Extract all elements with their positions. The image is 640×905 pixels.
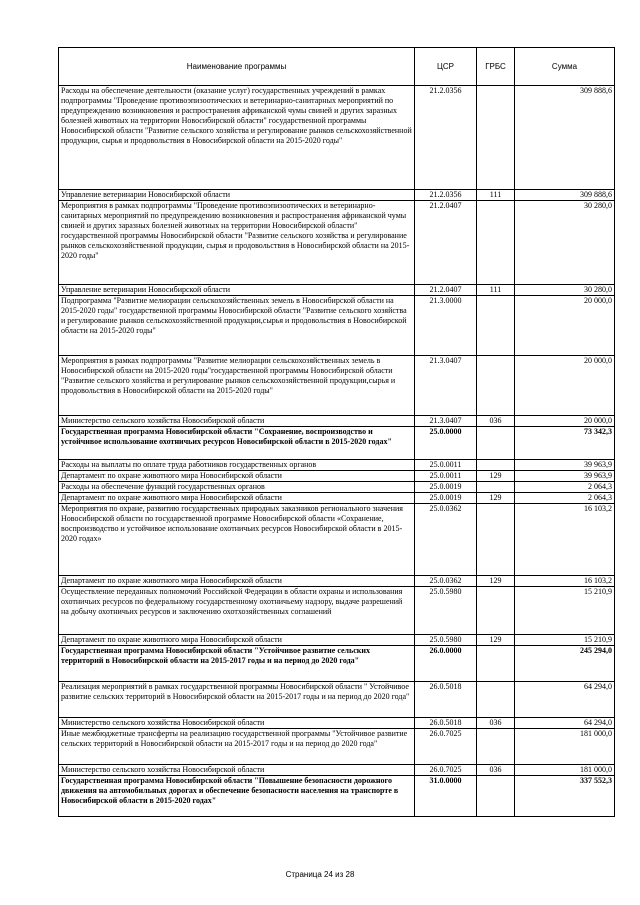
table-row xyxy=(59,190,615,201)
row-csr-cell: 26.0.7025 xyxy=(415,765,477,776)
row-name-cell: Реализация мероприятий в рамках государственной программы Новосибирской области " Устойчивое развитие сельских территорий в Новосибирской области на 2015-2017 годы и на период до 2020 года" xyxy=(59,682,415,718)
table-row xyxy=(59,86,615,190)
row-grbs-cell: 129 xyxy=(477,576,515,587)
row-name-cell: Мероприятия в рамках подпрограммы "Развитие мелиорации сельскохозяйственных земель в Новосибирской области на 2015-2020 годы"государственной программы Новосибирской области "Развитие сельского хозяйства и регулирование рынков сельскохозяйственной продукции,сырья и продовольствия в Новосибирской области на 2015-2020 годы" xyxy=(59,356,415,416)
header-name: Наименование программы xyxy=(59,48,415,86)
row-grbs-cell xyxy=(477,201,515,285)
table-row xyxy=(59,427,615,460)
row-csr-cell: 21.2.0407 xyxy=(415,285,477,296)
row-sum-cell: 39 963,9 xyxy=(515,471,615,482)
row-csr-cell: 25.0.5980 xyxy=(415,587,477,635)
row-grbs-cell: 036 xyxy=(477,416,515,427)
row-csr-cell: 25.0.0362 xyxy=(415,576,477,587)
row-name-cell: Управление ветеринарии Новосибирской области xyxy=(59,190,415,201)
table-row xyxy=(59,356,615,416)
table-row xyxy=(59,201,615,285)
table-row xyxy=(59,729,615,765)
table-row xyxy=(59,471,615,482)
row-sum-cell: 181 000,0 xyxy=(515,729,615,765)
header-sum: Сумма xyxy=(515,48,615,86)
table-row xyxy=(59,493,615,504)
table-row xyxy=(59,416,615,427)
row-csr-cell: 21.3.0407 xyxy=(415,416,477,427)
row-grbs-cell xyxy=(477,482,515,493)
row-sum-cell: 181 000,0 xyxy=(515,765,615,776)
row-csr-cell: 21.3.0000 xyxy=(415,296,477,356)
row-name-cell: Подпрограмма "Развитие мелиорации сельскохозяйственных земель в Новосибирской области на 2015-2020 годы" государственной программы Новосибирской области "Развитие сельского хозяйства и регулирование рынков сельскохозяйственной продукции,сырья и продовольствия в Новосибирской области на 2015-2020 годы" xyxy=(59,296,415,356)
page-number: Страница 24 из 28 xyxy=(285,870,355,879)
row-csr-cell: 21.3.0407 xyxy=(415,356,477,416)
row-csr-cell: 26.0.7025 xyxy=(415,729,477,765)
table-row xyxy=(59,296,615,356)
row-grbs-cell xyxy=(477,504,515,576)
row-name-cell: Министерство сельского хозяйства Новосибирской области xyxy=(59,718,415,729)
table-row xyxy=(59,718,615,729)
row-grbs-cell xyxy=(477,776,515,817)
row-csr-cell: 26.0.5018 xyxy=(415,682,477,718)
row-csr-cell: 21.2.0356 xyxy=(415,86,477,190)
row-grbs-cell: 111 xyxy=(477,190,515,201)
row-name-cell: Государственная программа Новосибирской области "Повышение безопасности дорожного движения на автомобильных дорогах и обеспечение безопасности населения на транспорте в Новосибирской области в 2015-2020 годах" xyxy=(59,776,415,817)
row-name-cell: Министерство сельского хозяйства Новосибирской области xyxy=(59,765,415,776)
row-sum-cell: 309 888,6 xyxy=(515,86,615,190)
row-csr-cell: 26.0.5018 xyxy=(415,718,477,729)
table-row xyxy=(59,576,615,587)
row-grbs-cell xyxy=(477,356,515,416)
row-sum-cell: 64 294,0 xyxy=(515,718,615,729)
row-name-cell: Управление ветеринарии Новосибирской области xyxy=(59,285,415,296)
row-grbs-cell xyxy=(477,682,515,718)
row-grbs-cell xyxy=(477,86,515,190)
row-name-cell: Мероприятия в рамках подпрограммы "Проведение противоэпизоотических и ветеринарно-санитарных мероприятий по предупреждению возникновения и распространения африканской чумы свиней и других заразных болезней животных на территории Новосибирской области" государственной программы Новосибирской области "Развитие сельского хозяйства и регулирование рынков сельскохозяйственной продукции, сырья и продовольствия в Новосибирской области на 2015-2020 годы" xyxy=(59,201,415,285)
row-name-cell: Расходы на обеспечение деятельности (оказание услуг) государственных учреждений в рамках подпрограммы "Проведение противоэпизоотических и ветеринарно-санитарных мероприятий по предупреждению возникновения и распространения африканской чумы свиней и других заразных болезней животных на территории Новосибирской области" государственной программы Новосибирской области "Развитие сельского хозяйства и регулирование рынков сельскохозяйственной продукции, сырья и продовольствия в Новосибирской области на 2015-2020 годы" xyxy=(59,86,415,190)
row-sum-cell: 16 103,2 xyxy=(515,576,615,587)
row-sum-cell: 73 342,3 xyxy=(515,427,615,460)
header-csr: ЦСР xyxy=(415,48,477,86)
row-csr-cell: 21.2.0356 xyxy=(415,190,477,201)
row-grbs-cell: 111 xyxy=(477,285,515,296)
row-name-cell: Мероприятия по охране, развитию государственных природных заказников регионального значения Новосибирской области по государственной программе Новосибирской области «Сохранение, воспроизводство и устойчивое использование охотничьих ресурсов Новосибирской области в 2015-2020 годах» xyxy=(59,504,415,576)
row-sum-cell: 245 294,0 xyxy=(515,646,615,682)
row-sum-cell: 2 064,3 xyxy=(515,493,615,504)
row-grbs-cell xyxy=(477,460,515,471)
row-sum-cell: 15 210,9 xyxy=(515,635,615,646)
row-grbs-cell xyxy=(477,296,515,356)
row-sum-cell: 64 294,0 xyxy=(515,682,615,718)
row-sum-cell: 20 000,0 xyxy=(515,296,615,356)
table-row xyxy=(59,646,615,682)
row-grbs-cell xyxy=(477,427,515,460)
row-name-cell: Департамент по охране животного мира Новосибирской области xyxy=(59,493,415,504)
row-sum-cell: 30 280,0 xyxy=(515,285,615,296)
table-row xyxy=(59,460,615,471)
row-name-cell: Государственная программа Новосибирской области "Сохранение, воспроизводство и устойчивое использование охотничьих ресурсов Новосибирской области в 2015-2020 годах" xyxy=(59,427,415,460)
header-grbs: ГРБС xyxy=(477,48,515,86)
row-name-cell: Департамент по охране животного мира Новосибирской области xyxy=(59,471,415,482)
row-sum-cell: 337 552,3 xyxy=(515,776,615,817)
table-row xyxy=(59,482,615,493)
row-csr-cell: 25.0.0000 xyxy=(415,427,477,460)
row-sum-cell: 20 000,0 xyxy=(515,356,615,416)
row-sum-cell: 39 963,9 xyxy=(515,460,615,471)
row-grbs-cell xyxy=(477,587,515,635)
table-row xyxy=(59,587,615,635)
row-csr-cell: 25.0.0011 xyxy=(415,471,477,482)
row-sum-cell: 20 000,0 xyxy=(515,416,615,427)
row-grbs-cell: 129 xyxy=(477,493,515,504)
row-grbs-cell xyxy=(477,729,515,765)
table-row xyxy=(59,776,615,817)
row-sum-cell: 30 280,0 xyxy=(515,201,615,285)
row-grbs-cell: 129 xyxy=(477,635,515,646)
row-name-cell: Департамент по охране животного мира Новосибирской области xyxy=(59,635,415,646)
row-sum-cell: 16 103,2 xyxy=(515,504,615,576)
row-csr-cell: 21.2.0407 xyxy=(415,201,477,285)
row-grbs-cell xyxy=(477,646,515,682)
row-csr-cell: 25.0.5980 xyxy=(415,635,477,646)
table-body xyxy=(59,86,615,817)
row-name-cell: Государственная программа Новосибирской области "Устойчивое развитие сельских территорий в Новосибирской области на 2015-2017 годы и на период до 2020 года" xyxy=(59,646,415,682)
row-csr-cell: 26.0.0000 xyxy=(415,646,477,682)
budget-table xyxy=(58,47,615,817)
row-name-cell: Осуществление переданных полномочий Российской Федерации в области охраны и использования охотничьих ресурсов по федеральному государственному охотничьему надзору, выдаче разрешений на добычу охотничьих ресурсов и заключению охотхозяйственных соглашений xyxy=(59,587,415,635)
row-csr-cell: 31.0.0000 xyxy=(415,776,477,817)
row-csr-cell: 25.0.0362 xyxy=(415,504,477,576)
table-row xyxy=(59,682,615,718)
row-name-cell: Департамент по охране животного мира Новосибирской области xyxy=(59,576,415,587)
table-row xyxy=(59,285,615,296)
table-row xyxy=(59,765,615,776)
row-name-cell: Иные межбюджетные трансферты на реализацию государственной программы "Устойчивое развитие сельских территорий в Новосибирской области на 2015-2017 годы и на период до 2020 года" xyxy=(59,729,415,765)
row-sum-cell: 309 888,6 xyxy=(515,190,615,201)
row-csr-cell: 25.0.0011 xyxy=(415,460,477,471)
row-grbs-cell: 036 xyxy=(477,765,515,776)
row-name-cell: Расходы на выплаты по оплате труда работников государственных органов xyxy=(59,460,415,471)
row-name-cell: Расходы на обеспечение функций государственных органов xyxy=(59,482,415,493)
row-grbs-cell: 129 xyxy=(477,471,515,482)
table-row xyxy=(59,635,615,646)
row-grbs-cell: 036 xyxy=(477,718,515,729)
row-csr-cell: 25.0.0019 xyxy=(415,493,477,504)
row-name-cell: Министерство сельского хозяйства Новосибирской области xyxy=(59,416,415,427)
table-row xyxy=(59,504,615,576)
row-sum-cell: 2 064,3 xyxy=(515,482,615,493)
row-sum-cell: 15 210,9 xyxy=(515,587,615,635)
table-header-row xyxy=(59,48,615,86)
row-csr-cell: 25.0.0019 xyxy=(415,482,477,493)
